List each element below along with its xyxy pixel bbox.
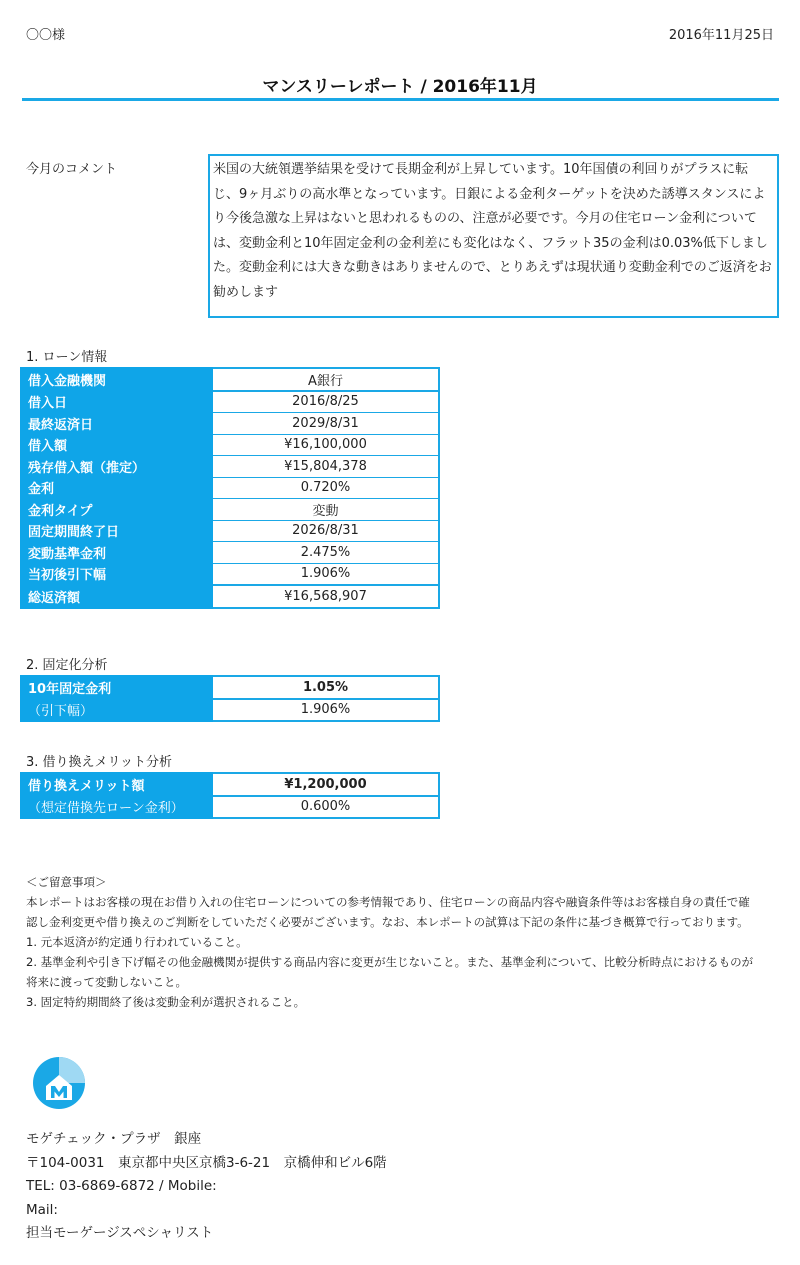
fixed-section-heading: 2. 固定化分析 <box>26 658 108 673</box>
row-label: 変動基準金利 <box>21 542 212 564</box>
row-label: （引下幅） <box>21 699 212 722</box>
row-label: 金利タイプ <box>21 499 212 521</box>
table-row <box>21 796 439 819</box>
table-row <box>21 456 439 478</box>
phone-line: TEL: 03-6869-6872 / Mobile: <box>26 1178 217 1194</box>
report-date: 2016年11月25日 <box>668 28 774 43</box>
row-label: 金利 <box>21 477 212 499</box>
row-value: 変動 <box>212 499 439 521</box>
refinance-analysis-table <box>20 772 440 819</box>
notes-heading: ＜ご留意事項＞ <box>26 875 107 889</box>
table-row <box>21 368 439 391</box>
row-label: 総返済額 <box>21 585 212 608</box>
row-value: ¥1,200,000 <box>212 773 439 796</box>
notes-line: 3. 固定特約期間終了後は変動金利が選択されること。 <box>26 995 306 1009</box>
notes-line: 2. 基準金利や引き下げ幅その他金融機関が提供する商品内容に変更が生じないこと。また、基準金利について、比較分析時点におけるものが <box>26 955 754 969</box>
fixed-analysis-table <box>20 675 440 722</box>
company-address: 〒104-0031 東京都中央区京橋3-6-21 京橋伸和ビル6階 <box>26 1154 387 1171</box>
loan-section-heading: 1. ローン情報 <box>26 350 108 365</box>
row-label: 当初後引下幅 <box>21 563 212 585</box>
row-label: 固定期間終了日 <box>21 520 212 542</box>
table-row <box>21 434 439 456</box>
table-row <box>21 563 439 585</box>
row-label: 借り換えメリット額 <box>21 773 212 796</box>
row-label: 借入金融機関 <box>21 368 212 391</box>
notes-line: 1. 元本返済が約定通り行われていること。 <box>26 935 248 949</box>
row-value: 2026/8/31 <box>212 520 439 542</box>
row-value: 0.720% <box>212 477 439 499</box>
report-title: マンスリーレポート / 2016年11月 <box>262 77 538 97</box>
notes-line: 本レポートはお客様の現在お借り入れの住宅ローンについての参考情報であり、住宅ローンの商品内容や融資条件等はお客様自身の責任で確 <box>26 895 750 909</box>
table-row <box>21 520 439 542</box>
row-label: 借入額 <box>21 434 212 456</box>
table-row <box>21 413 439 435</box>
row-value: ¥16,100,000 <box>212 434 439 456</box>
comment-text: 米国の大統領選挙結果を受けて長期金利が上昇しています。10年国債の利回りがプラスに転じ、9ヶ月ぶりの高水準となっています。日銀による金利ターゲットを決めた誘導スタンスにより今後急激な上昇はないと思われるものの、注意が必要です。今月の住宅ローン金利については、変動金利と10年固定金利の金利差にも変化はなく、フラット35の金利は0.03%低下しました。変動金利には大きな動きはありませんので、とりあえずは現状通り変動金利でのご返済をお勧めします <box>213 162 772 300</box>
table-row <box>21 676 439 699</box>
row-value: 1.05% <box>212 676 439 699</box>
table-row <box>21 499 439 521</box>
row-value: 2.475% <box>212 542 439 564</box>
row-value: 2029/8/31 <box>212 413 439 435</box>
table-row <box>21 477 439 499</box>
row-label: 10年固定金利 <box>21 676 212 699</box>
row-label: 借入日 <box>21 391 212 413</box>
row-label: 最終返済日 <box>21 413 212 435</box>
table-row <box>21 585 439 608</box>
row-value: A銀行 <box>212 368 439 391</box>
company-name: モゲチェック・プラザ 銀座 <box>26 1131 202 1147</box>
table-row <box>21 699 439 722</box>
title-underline <box>22 98 779 101</box>
mail-line: Mail: <box>26 1201 58 1218</box>
refinance-section-heading: 3. 借り換えメリット分析 <box>26 755 173 770</box>
row-value: 2016/8/25 <box>212 391 439 413</box>
row-label: （想定借換先ローン金利） <box>21 796 212 819</box>
notes-line: 将来に渡って変動しないこと。 <box>26 975 187 989</box>
row-value: 1.906% <box>212 563 439 585</box>
m-house-logo-icon <box>32 1056 86 1110</box>
staff-title: 担当モーゲージスペシャリスト <box>26 1225 214 1241</box>
footer-contact <box>26 1128 387 1246</box>
row-value: 1.906% <box>212 699 439 722</box>
disclaimer-notes <box>26 872 778 1012</box>
comment-box <box>208 154 779 318</box>
loan-info-table <box>20 367 440 609</box>
row-value: ¥15,804,378 <box>212 456 439 478</box>
table-row <box>21 391 439 413</box>
row-label: 残存借入額（推定） <box>21 456 212 478</box>
table-row <box>21 542 439 564</box>
comment-label: 今月のコメント <box>26 162 118 177</box>
row-value: ¥16,568,907 <box>212 585 439 608</box>
row-value: 0.600% <box>212 796 439 819</box>
recipient-name: 〇〇様 <box>26 28 66 43</box>
table-row <box>21 773 439 796</box>
notes-line: 認し金利変更や借り換えのご判断をしていただく必要がございます。なお、本レポートの試算は下記の条件に基づき概算で行っております。 <box>26 915 749 929</box>
